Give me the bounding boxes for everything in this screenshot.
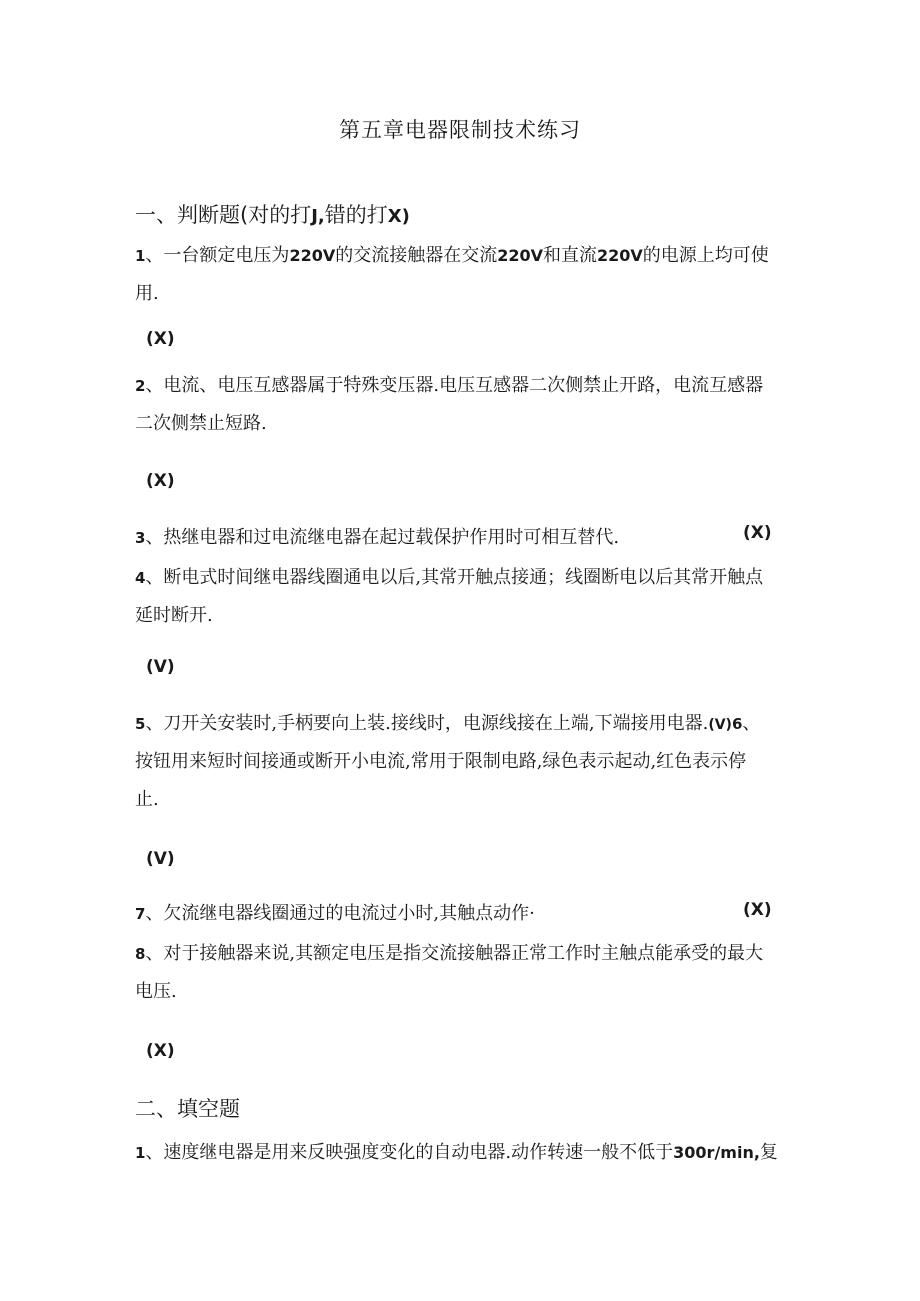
- question-2-answer: (X): [146, 471, 175, 491]
- question-number: 8: [135, 945, 146, 963]
- question-text: 、热继电器和过电流继电器在起过载保护作用时可相互替代.: [145, 527, 620, 548]
- question-number: 3: [135, 529, 146, 547]
- question-7-answer: (X): [743, 900, 772, 920]
- section-heading-mark-false: X): [387, 206, 410, 227]
- question-number: 6: [731, 715, 743, 733]
- question-text: 、对于接触器来说,其额定电压是指交流接触器正常工作时主触点能承受的最大: [145, 943, 764, 964]
- question-text: 和直流: [543, 245, 597, 266]
- question-7-line-1: [135, 899, 535, 925]
- question-8-line-1: [135, 939, 763, 965]
- question-6-line-2: 按钮用来短时间接通或断开小电流,常用于限制电路,绿色表示起动,红色表示停: [135, 751, 747, 772]
- question-number: 2: [135, 377, 146, 395]
- question-4-answer: (V): [146, 657, 175, 677]
- question-1-answer: (X): [146, 329, 175, 349]
- section-heading-text: 一、判断题(对的打: [135, 203, 312, 227]
- question-6-line-3: 止.: [135, 789, 159, 810]
- section-heading-mark-true: J,: [311, 206, 325, 227]
- question-text: 复: [759, 1142, 778, 1163]
- question-number: 7: [135, 905, 146, 923]
- question-2-line-1: [135, 371, 763, 397]
- question-3-line-1: [135, 523, 619, 549]
- question-text: 的交流接触器在交流: [335, 245, 498, 266]
- question-text: 、电流、电压互感器属于特殊变压器.电压互感器二次侧禁止开路，电流互感器: [145, 375, 764, 396]
- section-heading-fill-in: 二、填空题: [135, 1097, 240, 1121]
- question-text: 、一台额定电压为: [145, 245, 290, 266]
- question-8-line-2: 电压.: [135, 981, 177, 1002]
- question-2-line-2: 二次侧禁止短路.: [135, 413, 267, 434]
- question-6-answer: (V): [146, 849, 175, 869]
- fill-question-1-line-1: [135, 1138, 778, 1164]
- question-number: 4: [135, 569, 146, 587]
- question-text: 、断电式时间继电器线圈通电以后,其常开触点接通；线圈断电以后其常开触点: [145, 567, 764, 588]
- question-4-line-2: 延时断开.: [135, 605, 213, 626]
- question-text: 、速度继电器是用来反映强度变化的自动电器.动作转速一般不低于: [145, 1142, 674, 1163]
- voltage-value: 220V: [289, 246, 336, 265]
- voltage-value: 220V: [597, 246, 643, 265]
- question-8-answer: (X): [146, 1041, 175, 1061]
- question-1-line-2: 用.: [135, 283, 159, 304]
- page-title: 第五章电器限制技术练习: [339, 118, 581, 142]
- section-heading-true-false: [135, 199, 410, 229]
- section-heading-mid: 错的打: [324, 203, 388, 227]
- question-number: 5: [135, 715, 146, 733]
- question-text: 、刀开关安装时,手柄要向上装.接线时，电源线接在上端,下端接用电器.: [145, 713, 709, 734]
- question-3-answer: (X): [743, 523, 772, 543]
- question-5-line-1: [135, 709, 760, 735]
- voltage-value: 220V: [497, 246, 543, 265]
- question-5-answer: (V): [708, 717, 732, 733]
- question-number: 1: [135, 1144, 146, 1162]
- question-4-line-1: [135, 563, 763, 589]
- speed-value: 300r/min,: [673, 1143, 760, 1162]
- question-text: 、欠流继电器线圈通过的电流过小时,其触点动作·: [145, 903, 535, 924]
- question-text: 、: [742, 713, 761, 734]
- question-number: 1: [135, 247, 146, 265]
- question-text: 的电源上均可使: [642, 245, 769, 266]
- question-1-line-1: [135, 241, 769, 267]
